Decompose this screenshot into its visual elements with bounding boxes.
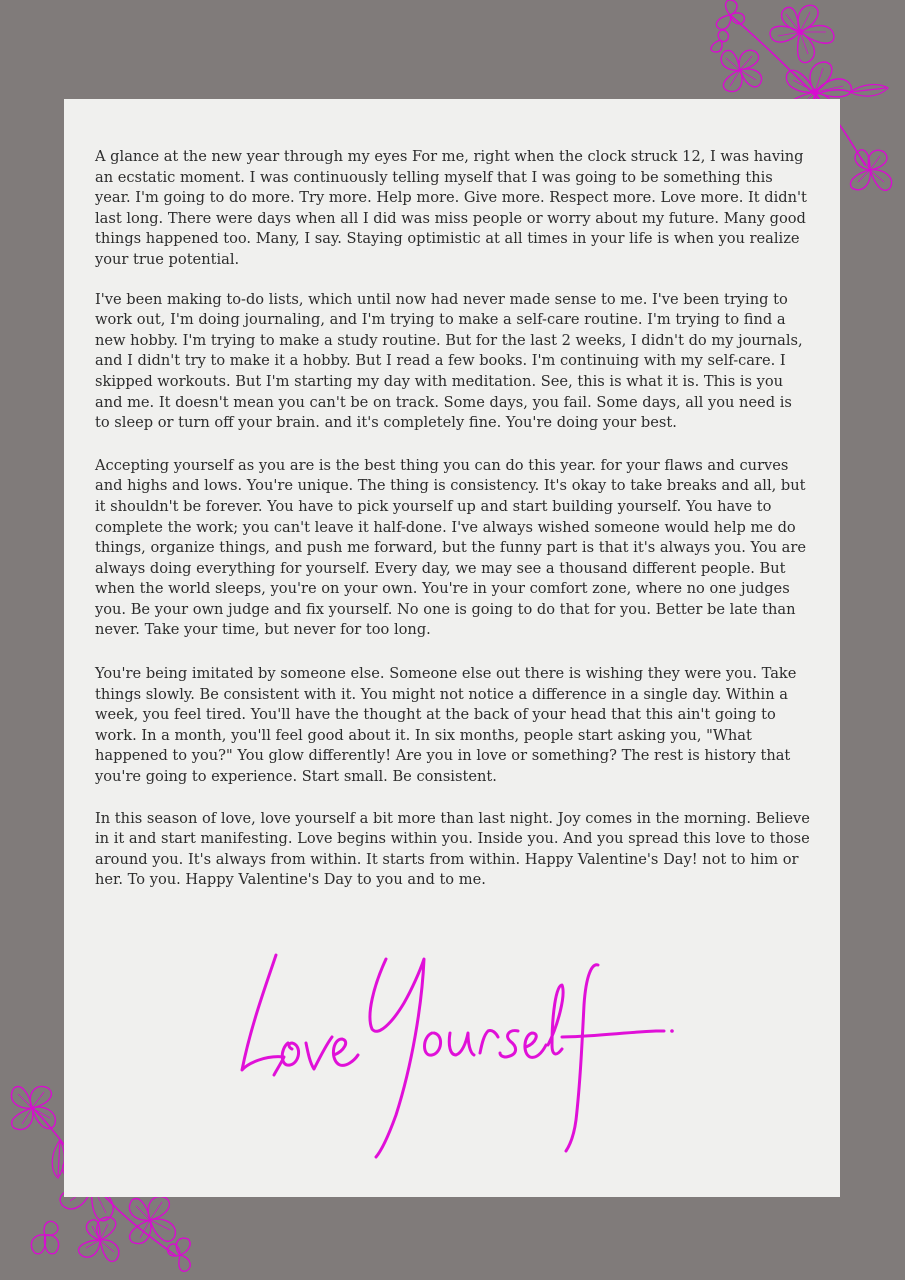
letter-paragraph-4: You're being imitated by someone else. Someone else out there is wishing they were you. Take things slowly. Be consistent with it. You might not notice a difference in a single day. Within a week, you feel tired. You'll have the thought at the back of your head that this ain't going to work. In a month, you'll feel good about it. In six months, people start asking you, "What happened to you?" You glow differently! Are you in love or something? The rest is history that you're going to experience. Start small. Be consistent. [95, 665, 797, 786]
love-yourself-signature [236, 945, 676, 1160]
letter-paragraph-2: I've been making to-do lists, which until now had never made sense to me. I've been trying to work out, I'm doing journaling, and I'm trying to make a self-care routine. I'm trying to find a new hobby. I'm trying to make a study routine. But for the last 2 weeks, I didn't do my journals, and I didn't try to make it a hobby. But I read a few books. I'm continuing with my self-care. I skipped workouts. But I'm starting my day with meditation. See, this is what it is. This is you and me. It doesn't mean you can't be on track. Some days, you fail. Some days, all you need is to sleep or turn off your brain. and it's completely fine. You're doing your best. [95, 290, 803, 432]
letter-paragraph-3: Accepting yourself as you are is the best thing you can do this year. for your flaws and curves and highs and lows. You're unique. The thing is consistency. It's okay to take breaks and all, but it shouldn't be forever. You have to pick yourself up and start building yourself. You have to complete the work; you can't leave it half-done. I've always wished someone would help me do things, organize things, and push me forward, but the funny part is that it's always you. You are always doing everything for yourself. Every day, we may see a thousand different people. But when the world sleeps, you're on your own. You're in your comfort zone, where no one judges you. Be your own judge and fix yourself. No one is going to do that for you. Better be late than never. Take your time, but never for too long. [95, 456, 806, 639]
letter-body [95, 147, 811, 891]
letter-paragraph-5: In this season of love, love yourself a bit more than last night. Joy comes in the morning. Believe in it and start manifesting. Love begins within you. Inside you. And you spread this love to those around you. It's always from within. It starts from within. Happy Valentine's Day! not to him or her. To you. Happy Valentine's Day to you and to me. [95, 809, 810, 889]
letter-paragraph-1: A glance at the new year through my eyes For me, right when the clock struck 12, I was having an ecstatic moment. I was continuously telling myself that I was going to be something this year. I'm going to do more. Try more. Help more. Give more. Respect more. Love more. It didn't last long. There were days when all I did was miss people or worry about my future. Many good things happened too. Many, I say. Staying optimistic at all times in your life is when you realize your true potential. [95, 148, 807, 268]
